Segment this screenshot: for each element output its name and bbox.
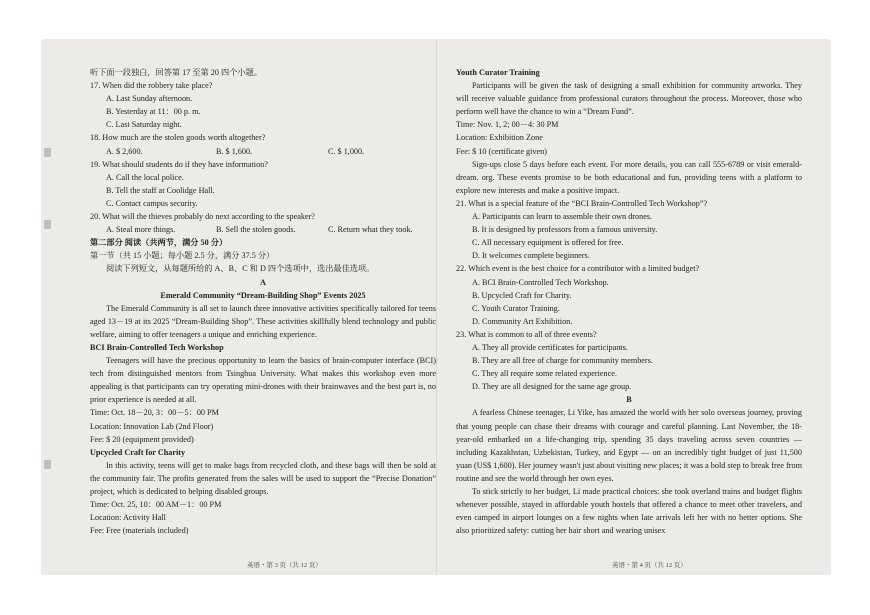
left-column <box>90 66 436 537</box>
bci-paragraph: Teenagers will have the precious opportunity to learn the basics of brain-computer interface (BCI) tech from distinguished mentors from Tsinghua University. What makes this workshop even more appealing is that participants can try operating mini-drones with their brainwaves and the best part is, no prior experience is needed at all. <box>90 356 436 405</box>
youth-curator-heading: Youth Curator Training <box>456 68 540 77</box>
upcycled-paragraph: In this activity, teens will get to make bags from recycled cloth, and these bags will then be sold at the community fair. The profits generated from the sales will be used to support the “Precise Donation” project, which is dedicated to helping disabled groups. <box>90 460 436 496</box>
youth-location: Location: Exhibition Zone <box>456 133 543 143</box>
option-21a: A. Participants can learn to assemble their own drones. <box>472 212 653 222</box>
bci-heading: BCI Brain-Controlled Tech Workshop <box>90 342 224 352</box>
option-19b: B. Tell the staff at Coolidge Hall. <box>106 185 215 195</box>
right-column <box>456 66 802 537</box>
passage-b-paragraph-1: A fearless Chinese teenager, Li Yike, has amazed the world with her solo overseas journey, proving that young people can chase their dreams with courage and careful planning. Last November, the 18-year-old embarked on a life-changing trip, spending 35 days traveling across seven countries — including Kazakhstan, Uzbekistan, Turkey, and Egypt — on an incredibly tight budget of just 11,500 yuan (US$ 1,600). Her journey wasn't just about visiting new places; it was a bold step to break free from routine and see the world through her own eyes. <box>456 408 802 483</box>
option-20b: B. Sell the stolen goods. <box>216 225 296 235</box>
page-fold <box>436 40 437 574</box>
option-23d: D. They are all designed for the same age group. <box>472 382 632 392</box>
option-18a: A. $ 2,600. <box>106 146 143 156</box>
passage-a-title: Emerald Community “Dream-Building Shop” Events 2025 <box>160 290 366 300</box>
signup-paragraph: Sign-ups close 5 days before each event. For more details, you can call 555-6789 or visit emerald-dream. org. These events promise to be both educational and fun, providing teens with a platform to explore new interests and make a positive impact. <box>456 159 802 195</box>
option-18b: B. $ 1,600. <box>216 146 253 156</box>
option-17c: C. Last Saturday night. <box>106 120 182 130</box>
question-21: 21. What is a special feature of the “BCI Brain-Controlled Tech Workshop”? <box>456 198 708 208</box>
reading-instruction: 阅读下列短文，从每题所给的 A、B、C 和 D 四个选项中，选出最佳选项。 <box>106 264 375 274</box>
option-23c: C. They all require some related experience. <box>472 369 617 379</box>
part-two-heading: 第二部分 阅读（共两节，满分 50 分） <box>90 238 228 248</box>
question-20: 20. What will the thieves probably do next according to the speaker? <box>90 212 315 222</box>
upcycled-heading: Upcycled Craft for Charity <box>90 447 186 457</box>
option-23a: A. They all provide certificates for participants. <box>472 342 628 352</box>
youth-fee: Fee: $ 10 (certificate given) <box>456 146 547 156</box>
option-17a: A. Last Sunday afternoon. <box>106 94 193 104</box>
passage-b-letter: B <box>626 395 632 405</box>
option-22b: B. Upcycled Craft for Charity. <box>472 290 572 300</box>
youth-time: Time: Nov. 1, 2; 00－4: 30 PM <box>456 120 559 130</box>
question-19: 19. What should students do if they have information? <box>90 159 268 169</box>
listening-intro: 听下面一段独白，回答第 17 至第 20 四个小题。 <box>90 68 262 77</box>
upcycled-fee: Fee: Free (materials included) <box>90 526 189 536</box>
page-footer-left: 英语・第 3 页（共 12 页） <box>247 562 322 569</box>
bci-time: Time: Oct. 18－20, 3：00－5：00 PM <box>90 408 219 418</box>
section-one-heading: 第一节（共 15 小题；每小题 2.5 分，满分 37.5 分） <box>90 251 275 261</box>
option-18c: C. $ 1,000. <box>328 146 365 156</box>
option-23b: B. They are all free of charge for community members. <box>472 356 653 366</box>
option-21b: B. It is designed by professors from a famous university. <box>472 225 658 235</box>
youth-curator-paragraph: Participants will be given the task of designing a small exhibition for community artworks. They will receive valuable guidance from professional curators throughout the process. Moreover, those who perform well have the chance to win a “Dream Fund”. <box>456 81 802 117</box>
option-22a: A. BCI Brain-Controlled Tech Workshop. <box>472 277 609 287</box>
option-21d: D. It welcomes complete beginners. <box>472 251 590 261</box>
option-17b: B. Yesterday at 11：00 p. m. <box>106 107 201 117</box>
options-18 <box>90 145 436 158</box>
upcycled-time: Time: Oct. 25, 10：00 AM－1：00 PM <box>90 500 222 510</box>
option-22d: D. Community Art Exhibition. <box>472 316 573 326</box>
bci-fee: Fee: $ 20 (equipment provided) <box>90 434 194 444</box>
question-23: 23. What is common to all of three events? <box>456 329 597 339</box>
passage-a-letter: A <box>260 277 266 287</box>
question-18: 18. How much are the stolen goods worth altogether? <box>90 133 266 143</box>
passage-a-intro: The Emerald Community is all set to launch three innovative activities specifically tailored for teens aged 13－19 at its 2025 “Dream-Building Shop”. These activities skillfully blend technology and public welfare, aiming to offer teenagers a unique and enriching experience. <box>90 303 436 339</box>
page-footer-right: 英语・第 4 页（共 12 页） <box>612 562 687 569</box>
option-20a: A. Steal more things. <box>106 225 176 235</box>
options-20 <box>90 223 436 236</box>
upcycled-location: Location: Activity Hall <box>90 513 166 523</box>
option-21c: C. All necessary equipment is offered for free. <box>472 238 624 248</box>
question-17: 17. When did the robbery take place? <box>90 81 213 91</box>
option-20c: C. Return what they took. <box>328 225 413 235</box>
option-22c: C. Youth Curator Training. <box>472 303 560 313</box>
bci-location: Location: Innovation Lab (2nd Floor) <box>90 421 214 431</box>
passage-b-paragraph-2: To stick strictly to her budget, Li made practical choices: she took overland trains and budget flights whenever possible, stayed in affordable youth hostels that offered a chance to meet other travelers, and even camped in airport lounges on a few nights when late arrivals left her with no better options. She also prioritized safety: cutting her hair short and wearing unisex <box>456 487 802 536</box>
option-19c: C. Contact campus security. <box>106 198 198 208</box>
question-22: 22. Which event is the best choice for a contributor with a limited budget? <box>456 264 700 274</box>
exam-sheet <box>42 40 830 574</box>
option-19a: A. Call the local police. <box>106 172 184 182</box>
